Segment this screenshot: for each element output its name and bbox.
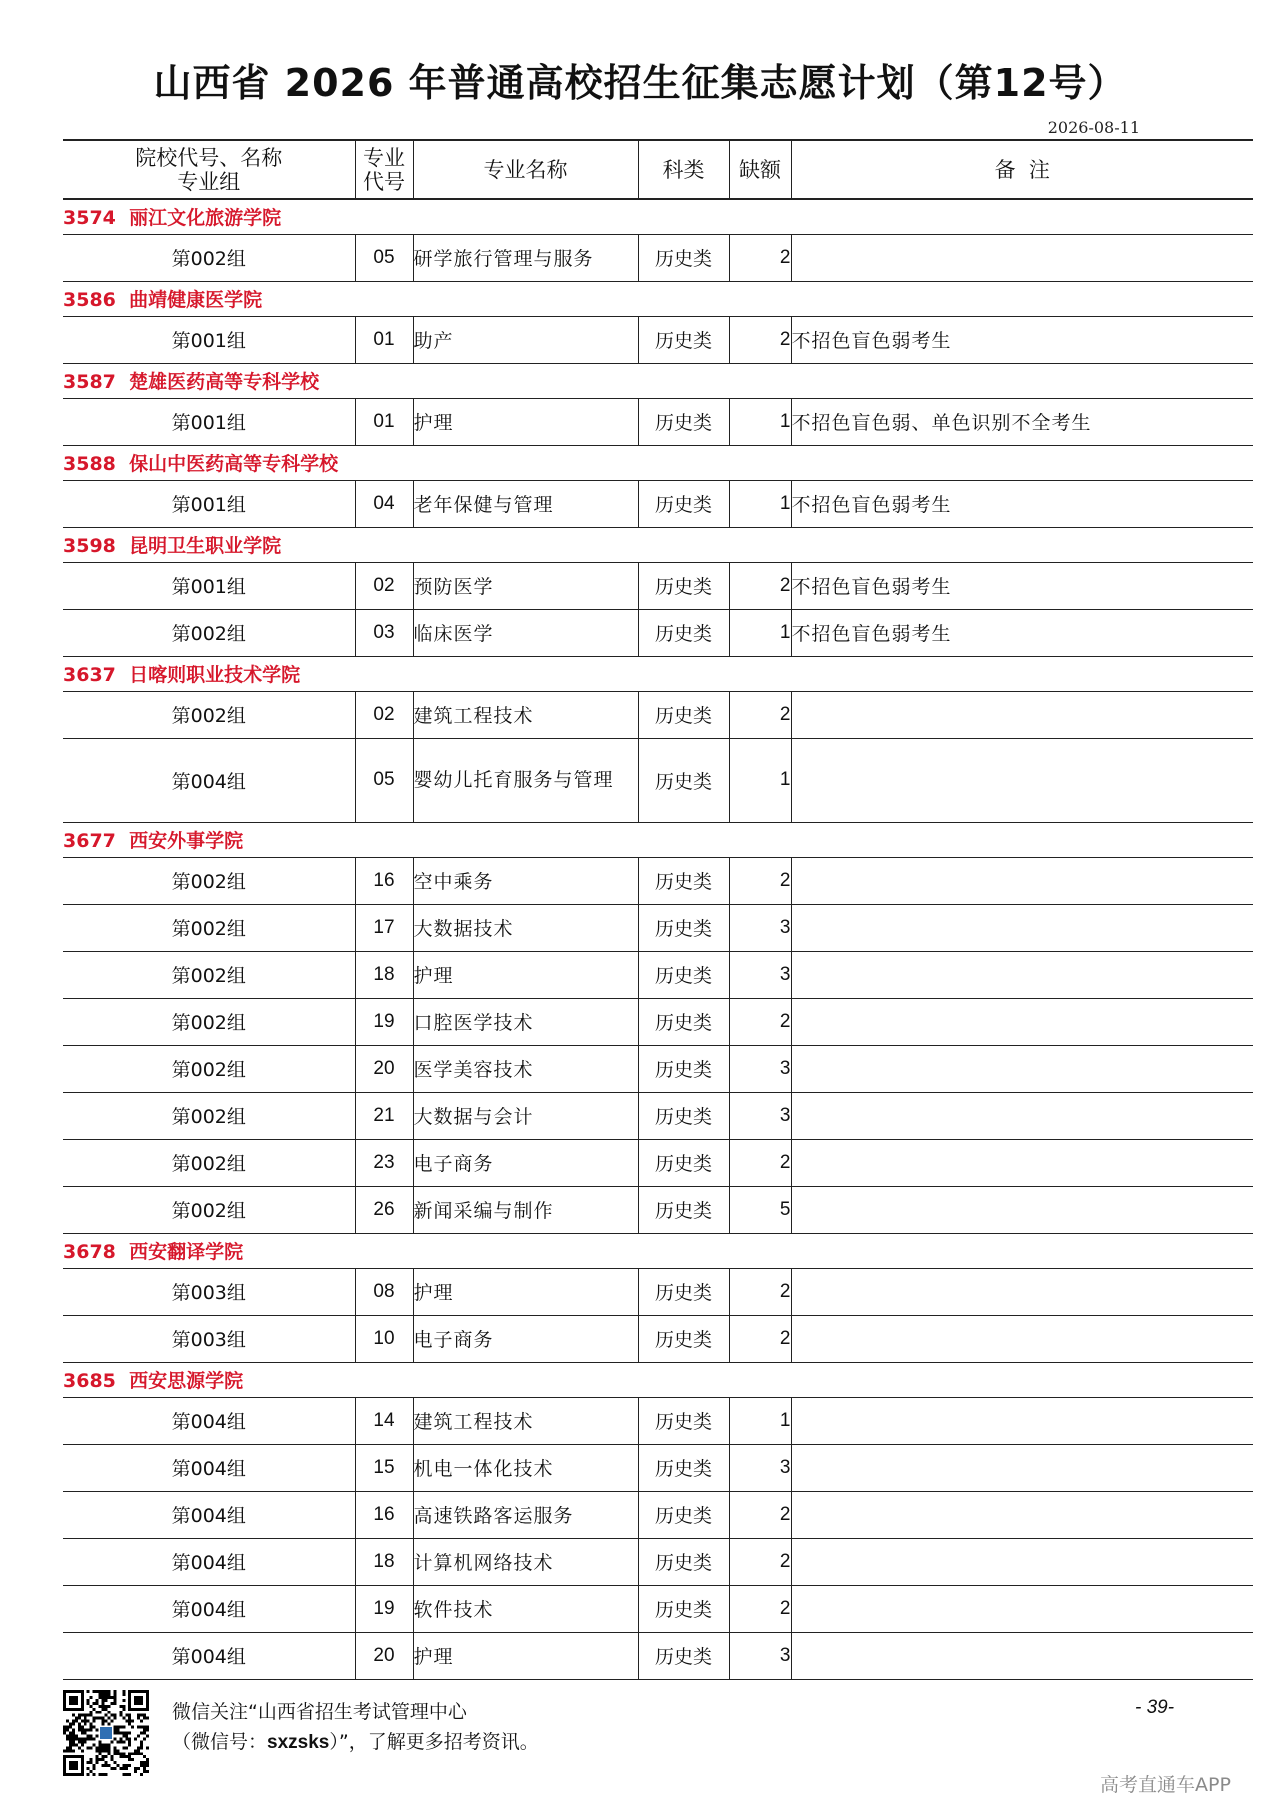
- school-header-row: [63, 281, 1253, 316]
- cell-vacancy: 1: [729, 480, 791, 527]
- cell-major-code: 02: [355, 562, 413, 609]
- cell-group: 第002组: [63, 998, 355, 1045]
- cell-category: 历史类: [638, 1268, 729, 1315]
- table-row: [63, 1491, 1253, 1538]
- cell-vacancy: 3: [729, 1092, 791, 1139]
- cell-category: 历史类: [638, 1045, 729, 1092]
- cell-major-code: 05: [355, 738, 413, 822]
- cell-major-code: 21: [355, 1092, 413, 1139]
- cell-major-name: 口腔医学技术: [413, 998, 638, 1045]
- table-row: [63, 738, 1253, 822]
- cell-category: 历史类: [638, 1444, 729, 1491]
- cell-category: 历史类: [638, 998, 729, 1045]
- cell-group: 第001组: [63, 562, 355, 609]
- cell-group: 第003组: [63, 1315, 355, 1362]
- header-category: 科类: [638, 140, 729, 199]
- cell-group: 第001组: [63, 398, 355, 445]
- cell-vacancy: 1: [729, 609, 791, 656]
- cell-vacancy: 2: [729, 1315, 791, 1362]
- cell-group: 第002组: [63, 1139, 355, 1186]
- cell-major-name: 计算机网络技术: [413, 1538, 638, 1585]
- table-row: [63, 562, 1253, 609]
- footer-line2-prefix: （微信号：: [172, 1731, 268, 1753]
- table-row: [63, 951, 1253, 998]
- table-row: [63, 1397, 1253, 1444]
- school-name: 3588 保山中医药高等专科学校: [63, 445, 1253, 480]
- header-notes: 备 注: [791, 140, 1253, 199]
- cell-major-name: 机电一体化技术: [413, 1444, 638, 1491]
- school-header-row: [63, 199, 1253, 234]
- cell-note: [791, 1444, 1253, 1491]
- cell-vacancy: 2: [729, 998, 791, 1045]
- cell-group: 第004组: [63, 1491, 355, 1538]
- table-row: [63, 234, 1253, 281]
- school-name: 3598 昆明卫生职业学院: [63, 527, 1253, 562]
- cell-note: [791, 1045, 1253, 1092]
- cell-category: 历史类: [638, 1632, 729, 1679]
- cell-category: 历史类: [638, 480, 729, 527]
- cell-category: 历史类: [638, 857, 729, 904]
- cell-major-name: 建筑工程技术: [413, 1397, 638, 1444]
- cell-vacancy: 1: [729, 1397, 791, 1444]
- cell-note: 不招色盲色弱考生: [791, 480, 1253, 527]
- cell-vacancy: 2: [729, 234, 791, 281]
- school-name: 3685 西安思源学院: [63, 1362, 1253, 1397]
- cell-note: 不招色盲色弱、单色识别不全考生: [791, 398, 1253, 445]
- cell-note: 不招色盲色弱考生: [791, 609, 1253, 656]
- school-header-row: [63, 822, 1253, 857]
- table-row: [63, 1186, 1253, 1233]
- enrollment-plan-table: [63, 139, 1253, 1680]
- table-row: [63, 316, 1253, 363]
- cell-category: 历史类: [638, 316, 729, 363]
- cell-group: 第004组: [63, 1632, 355, 1679]
- cell-major-name: 护理: [413, 398, 638, 445]
- cell-major-code: 10: [355, 1315, 413, 1362]
- cell-group: 第004组: [63, 1444, 355, 1491]
- cell-major-name: 婴幼儿托育服务与管理: [413, 738, 638, 822]
- school-header-row: [63, 1362, 1253, 1397]
- cell-category: 历史类: [638, 1092, 729, 1139]
- cell-vacancy: 3: [729, 1045, 791, 1092]
- header-school-group: [63, 140, 355, 199]
- table-row: [63, 1315, 1253, 1362]
- cell-category: 历史类: [638, 1139, 729, 1186]
- cell-vacancy: 1: [729, 738, 791, 822]
- cell-major-name: 电子商务: [413, 1139, 638, 1186]
- cell-major-code: 20: [355, 1045, 413, 1092]
- cell-vacancy: 2: [729, 1538, 791, 1585]
- cell-category: 历史类: [638, 951, 729, 998]
- cell-note: [791, 1268, 1253, 1315]
- cell-major-code: 01: [355, 398, 413, 445]
- cell-note: [791, 1491, 1253, 1538]
- table-row: [63, 1585, 1253, 1632]
- cell-major-code: 02: [355, 691, 413, 738]
- cell-major-name: 研学旅行管理与服务: [413, 234, 638, 281]
- cell-major-code: 17: [355, 904, 413, 951]
- cell-category: 历史类: [638, 1585, 729, 1632]
- cell-note: [791, 691, 1253, 738]
- cell-group: 第004组: [63, 1397, 355, 1444]
- cell-note: [791, 998, 1253, 1045]
- cell-group: 第002组: [63, 857, 355, 904]
- cell-vacancy: 2: [729, 1491, 791, 1538]
- cell-category: 历史类: [638, 691, 729, 738]
- school-name: 3586 曲靖健康医学院: [63, 281, 1253, 316]
- table-row: [63, 1538, 1253, 1585]
- table-row: [63, 1632, 1253, 1679]
- cell-major-name: 老年保健与管理: [413, 480, 638, 527]
- table-row: [63, 480, 1253, 527]
- cell-group: 第002组: [63, 904, 355, 951]
- header-major-code-line2: 代号: [363, 169, 405, 194]
- cell-major-name: 新闻采编与制作: [413, 1186, 638, 1233]
- cell-major-name: 大数据技术: [413, 904, 638, 951]
- header-vacancy: 缺额: [729, 140, 791, 199]
- cell-major-code: 19: [355, 1585, 413, 1632]
- cell-note: [791, 1186, 1253, 1233]
- cell-group: 第002组: [63, 1186, 355, 1233]
- cell-major-name: 护理: [413, 951, 638, 998]
- cell-major-code: 08: [355, 1268, 413, 1315]
- cell-category: 历史类: [638, 904, 729, 951]
- cell-major-code: 18: [355, 951, 413, 998]
- school-header-row: [63, 445, 1253, 480]
- cell-category: 历史类: [638, 1491, 729, 1538]
- table-body: [63, 199, 1253, 1679]
- cell-major-code: 04: [355, 480, 413, 527]
- cell-note: [791, 234, 1253, 281]
- footer-wechat-line1: 微信关注“山西省招生考试管理中心: [172, 1701, 467, 1723]
- cell-note: [791, 1632, 1253, 1679]
- cell-major-code: 14: [355, 1397, 413, 1444]
- table-row: [63, 691, 1253, 738]
- footer-wechat-id: sxzsks: [267, 1732, 330, 1753]
- cell-vacancy: 2: [729, 1268, 791, 1315]
- school-header-row: [63, 1233, 1253, 1268]
- cell-category: 历史类: [638, 609, 729, 656]
- table-row: [63, 1139, 1253, 1186]
- cell-major-code: 16: [355, 857, 413, 904]
- cell-vacancy: 1: [729, 398, 791, 445]
- cell-major-name: 电子商务: [413, 1315, 638, 1362]
- cell-vacancy: 3: [729, 1444, 791, 1491]
- footer-line2-suffix: ）”，了解更多招考资讯。: [329, 1731, 539, 1753]
- document-date: 2026-08-11: [1047, 118, 1140, 137]
- table-row: [63, 904, 1253, 951]
- table-row: [63, 1444, 1253, 1491]
- cell-vacancy: 2: [729, 857, 791, 904]
- cell-vacancy: 3: [729, 951, 791, 998]
- table-row: [63, 609, 1253, 656]
- cell-major-code: 20: [355, 1632, 413, 1679]
- table-row: [63, 1045, 1253, 1092]
- header-school-group-line1: 院校代号、名称: [135, 145, 283, 170]
- cell-note: [791, 1139, 1253, 1186]
- header-major-code-line1: 专业: [363, 145, 405, 170]
- cell-major-name: 护理: [413, 1632, 638, 1679]
- cell-major-code: 19: [355, 998, 413, 1045]
- table-row: [63, 998, 1253, 1045]
- cell-group: 第002组: [63, 951, 355, 998]
- cell-group: 第002组: [63, 691, 355, 738]
- table-row: [63, 1092, 1253, 1139]
- school-name: 3574 丽江文化旅游学院: [63, 199, 1253, 234]
- cell-vacancy: 2: [729, 691, 791, 738]
- cell-group: 第001组: [63, 316, 355, 363]
- cell-vacancy: 2: [729, 562, 791, 609]
- cell-note: [791, 1315, 1253, 1362]
- cell-major-code: 03: [355, 609, 413, 656]
- cell-vacancy: 3: [729, 1632, 791, 1679]
- cell-major-code: 16: [355, 1491, 413, 1538]
- table-row: [63, 398, 1253, 445]
- cell-note: [791, 904, 1253, 951]
- cell-major-code: 23: [355, 1139, 413, 1186]
- school-header-row: [63, 656, 1253, 691]
- school-name: 3587 楚雄医药高等专科学校: [63, 363, 1253, 398]
- cell-note: [791, 1585, 1253, 1632]
- cell-group: 第004组: [63, 1538, 355, 1585]
- cell-group: 第002组: [63, 234, 355, 281]
- school-name: 3637 日喀则职业技术学院: [63, 656, 1253, 691]
- cell-category: 历史类: [638, 1315, 729, 1362]
- cell-vacancy: 3: [729, 904, 791, 951]
- school-name: 3677 西安外事学院: [63, 822, 1253, 857]
- cell-major-name: 医学美容技术: [413, 1045, 638, 1092]
- cell-major-name: 大数据与会计: [413, 1092, 638, 1139]
- school-name: 3678 西安翻译学院: [63, 1233, 1253, 1268]
- cell-note: 不招色盲色弱考生: [791, 562, 1253, 609]
- cell-major-name: 护理: [413, 1268, 638, 1315]
- cell-major-code: 26: [355, 1186, 413, 1233]
- app-watermark: 高考直通车APP: [1100, 1774, 1231, 1796]
- cell-major-name: 助产: [413, 316, 638, 363]
- cell-group: 第004组: [63, 738, 355, 822]
- cell-vacancy: 2: [729, 1139, 791, 1186]
- page-number: - 39-: [1135, 1697, 1175, 1718]
- header-major-code: [355, 140, 413, 199]
- cell-note: [791, 857, 1253, 904]
- cell-group: 第001组: [63, 480, 355, 527]
- cell-group: 第002组: [63, 609, 355, 656]
- footer-wechat-line2: [172, 1727, 539, 1754]
- cell-major-name: 高速铁路客运服务: [413, 1491, 638, 1538]
- cell-major-code: 05: [355, 234, 413, 281]
- cell-major-code: 01: [355, 316, 413, 363]
- cell-category: 历史类: [638, 738, 729, 822]
- cell-note: 不招色盲色弱考生: [791, 316, 1253, 363]
- cell-major-code: 18: [355, 1538, 413, 1585]
- cell-major-name: 软件技术: [413, 1585, 638, 1632]
- table-row: [63, 857, 1253, 904]
- table-header-row: [63, 140, 1253, 199]
- header-school-group-line2: 专业组: [177, 169, 241, 194]
- cell-group: 第003组: [63, 1268, 355, 1315]
- header-major-name: 专业名称: [413, 140, 638, 199]
- cell-major-name: 建筑工程技术: [413, 691, 638, 738]
- cell-category: 历史类: [638, 234, 729, 281]
- cell-note: [791, 1397, 1253, 1444]
- cell-category: 历史类: [638, 1538, 729, 1585]
- cell-group: 第002组: [63, 1092, 355, 1139]
- cell-note: [791, 1092, 1253, 1139]
- cell-major-name: 预防医学: [413, 562, 638, 609]
- school-header-row: [63, 527, 1253, 562]
- cell-vacancy: 2: [729, 316, 791, 363]
- school-header-row: [63, 363, 1253, 398]
- cell-major-name: 空中乘务: [413, 857, 638, 904]
- cell-vacancy: 2: [729, 1585, 791, 1632]
- cell-major-code: 15: [355, 1444, 413, 1491]
- cell-group: 第004组: [63, 1585, 355, 1632]
- cell-major-name: 临床医学: [413, 609, 638, 656]
- cell-note: [791, 738, 1253, 822]
- table-row: [63, 1268, 1253, 1315]
- cell-category: 历史类: [638, 562, 729, 609]
- qr-code-image: [63, 1690, 149, 1776]
- cell-note: [791, 1538, 1253, 1585]
- document-title: 山西省 2026 年普通高校招生征集志愿计划（第12号）: [153, 61, 1127, 105]
- cell-note: [791, 951, 1253, 998]
- cell-category: 历史类: [638, 1397, 729, 1444]
- cell-vacancy: 5: [729, 1186, 791, 1233]
- cell-category: 历史类: [638, 1186, 729, 1233]
- cell-category: 历史类: [638, 398, 729, 445]
- cell-group: 第002组: [63, 1045, 355, 1092]
